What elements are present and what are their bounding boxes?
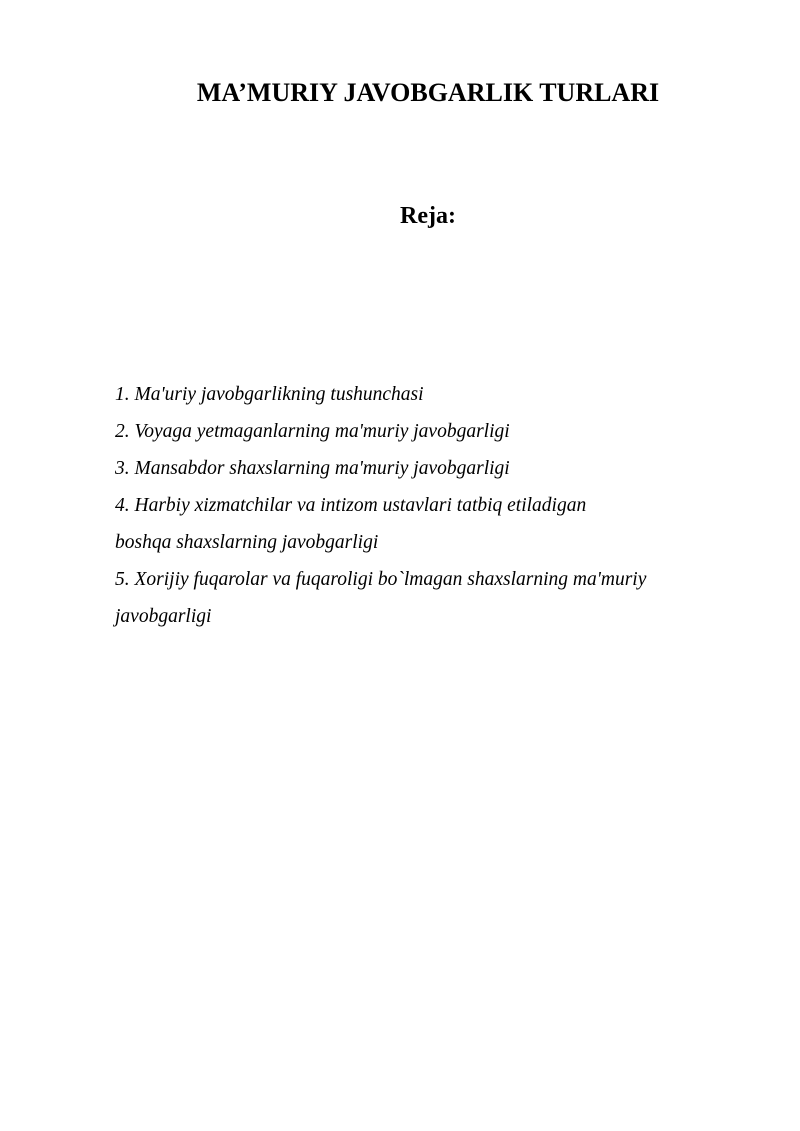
plan-item-4 bbox=[115, 487, 735, 561]
document-title: MA’MURIY JAVOBGARLIK TURLARI bbox=[196, 78, 660, 107]
plan-item-text: 3. Mansabdor shaxslarning ma'muriy javobgarligi bbox=[115, 458, 510, 479]
plan-item-1 bbox=[115, 376, 735, 413]
plan-item-text: 5. Xorijiy fuqarolar va fuqaroligi bo`lmagan shaxslarning ma'muriy bbox=[115, 569, 647, 590]
plan-item-3 bbox=[115, 450, 735, 487]
plan-item-text: 1. Ma'uriy javobgarlikning tushunchasi bbox=[115, 384, 424, 405]
plan-list bbox=[115, 376, 735, 635]
plan-item-text-continued: javobgarligi bbox=[115, 606, 212, 627]
plan-item-2 bbox=[115, 413, 735, 450]
plan-item-text: 2. Voyaga yetmaganlarning ma'muriy javobgarligi bbox=[115, 421, 510, 442]
plan-item-5 bbox=[115, 561, 735, 635]
plan-heading: Reja: bbox=[400, 203, 456, 229]
plan-item-text-continued: boshqa shaxslarning javobgarligi bbox=[115, 532, 379, 553]
plan-item-text: 4. Harbiy xizmatchilar va intizom ustavlari tatbiq etiladigan bbox=[115, 495, 587, 516]
